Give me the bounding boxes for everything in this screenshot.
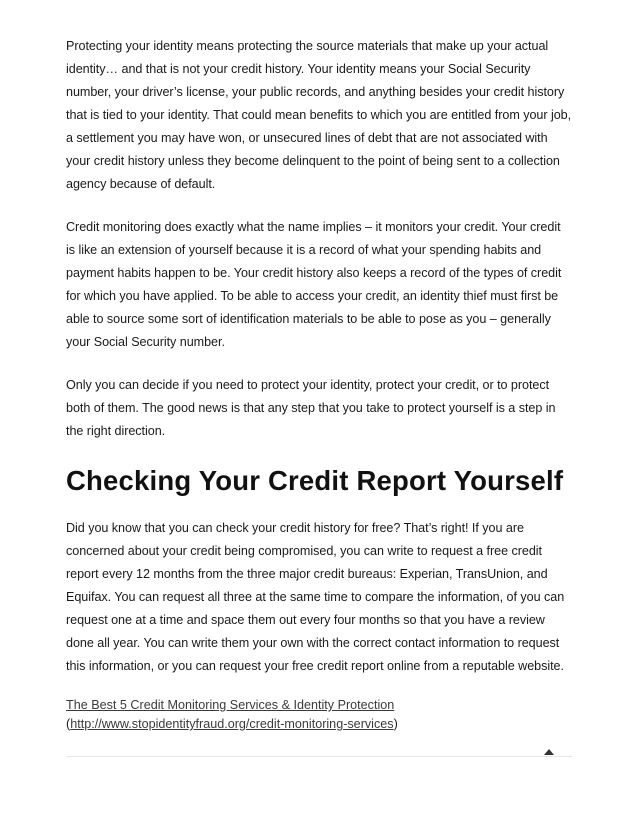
source-link-title[interactable]: The Best 5 Credit Monitoring Services & Identity Protection: [66, 698, 395, 712]
close-paren: ): [393, 717, 398, 731]
document-page: [66, 35, 572, 734]
paragraph-identity: Protecting your identity means protecting the source materials that make up your actual identity… and that is not your credit history. Your identity means your Social Security number, your driver’s license, your public records, and anything besides your credit history that is tied to your identity. That could mean benefits to which you are entitled from your job, a settlement you may have won, or unsecured lines of debt that are not associated with your credit history unless they become delinquent to the point of being sent to a collection agency because of default.: [66, 39, 572, 191]
section-heading: Checking Your Credit Report Yourself: [66, 465, 564, 496]
caret-up-icon[interactable]: [543, 743, 555, 751]
paragraph-decide: Only you can decide if you need to protect your identity, protect your credit, or to protect both of them. The good news is that any step that you take to protect yourself is a step in the right direction.: [66, 378, 556, 438]
caret-up-icon-svg: [543, 748, 555, 756]
paragraph-free-report: Did you know that you can check your credit history for free? That’s right! If you are concerned about your credit being compromised, you can write to request a free credit report every 12 months from the three major credit bureaus: Experian, TransUnion, and Equifax. You can request all three at the same time to compare the information, of you can request one at a time and space them out every four months so that you have a review done all year. You can write them your own with the correct contact information to request this information, or you can request your free credit report online from a reputable website.: [66, 521, 565, 673]
source-link-url[interactable]: http://www.stopidentityfraud.org/credit-monitoring-services: [70, 717, 394, 731]
page-divider: [66, 756, 572, 757]
open-paren: (: [66, 717, 71, 731]
paragraph-credit-monitoring: Credit monitoring does exactly what the name implies – it monitors your credit. Your credit is like an extension of yourself because it is a record of what your spending habits and payment habits happen to be. Your credit history also keeps a record of the types of credit for which you have applied. To be able to access your credit, an identity thief must first be able to source some sort of identification materials to be able to pose as you – generally your Social Security number.: [66, 220, 562, 349]
source-link-block: [66, 696, 572, 734]
